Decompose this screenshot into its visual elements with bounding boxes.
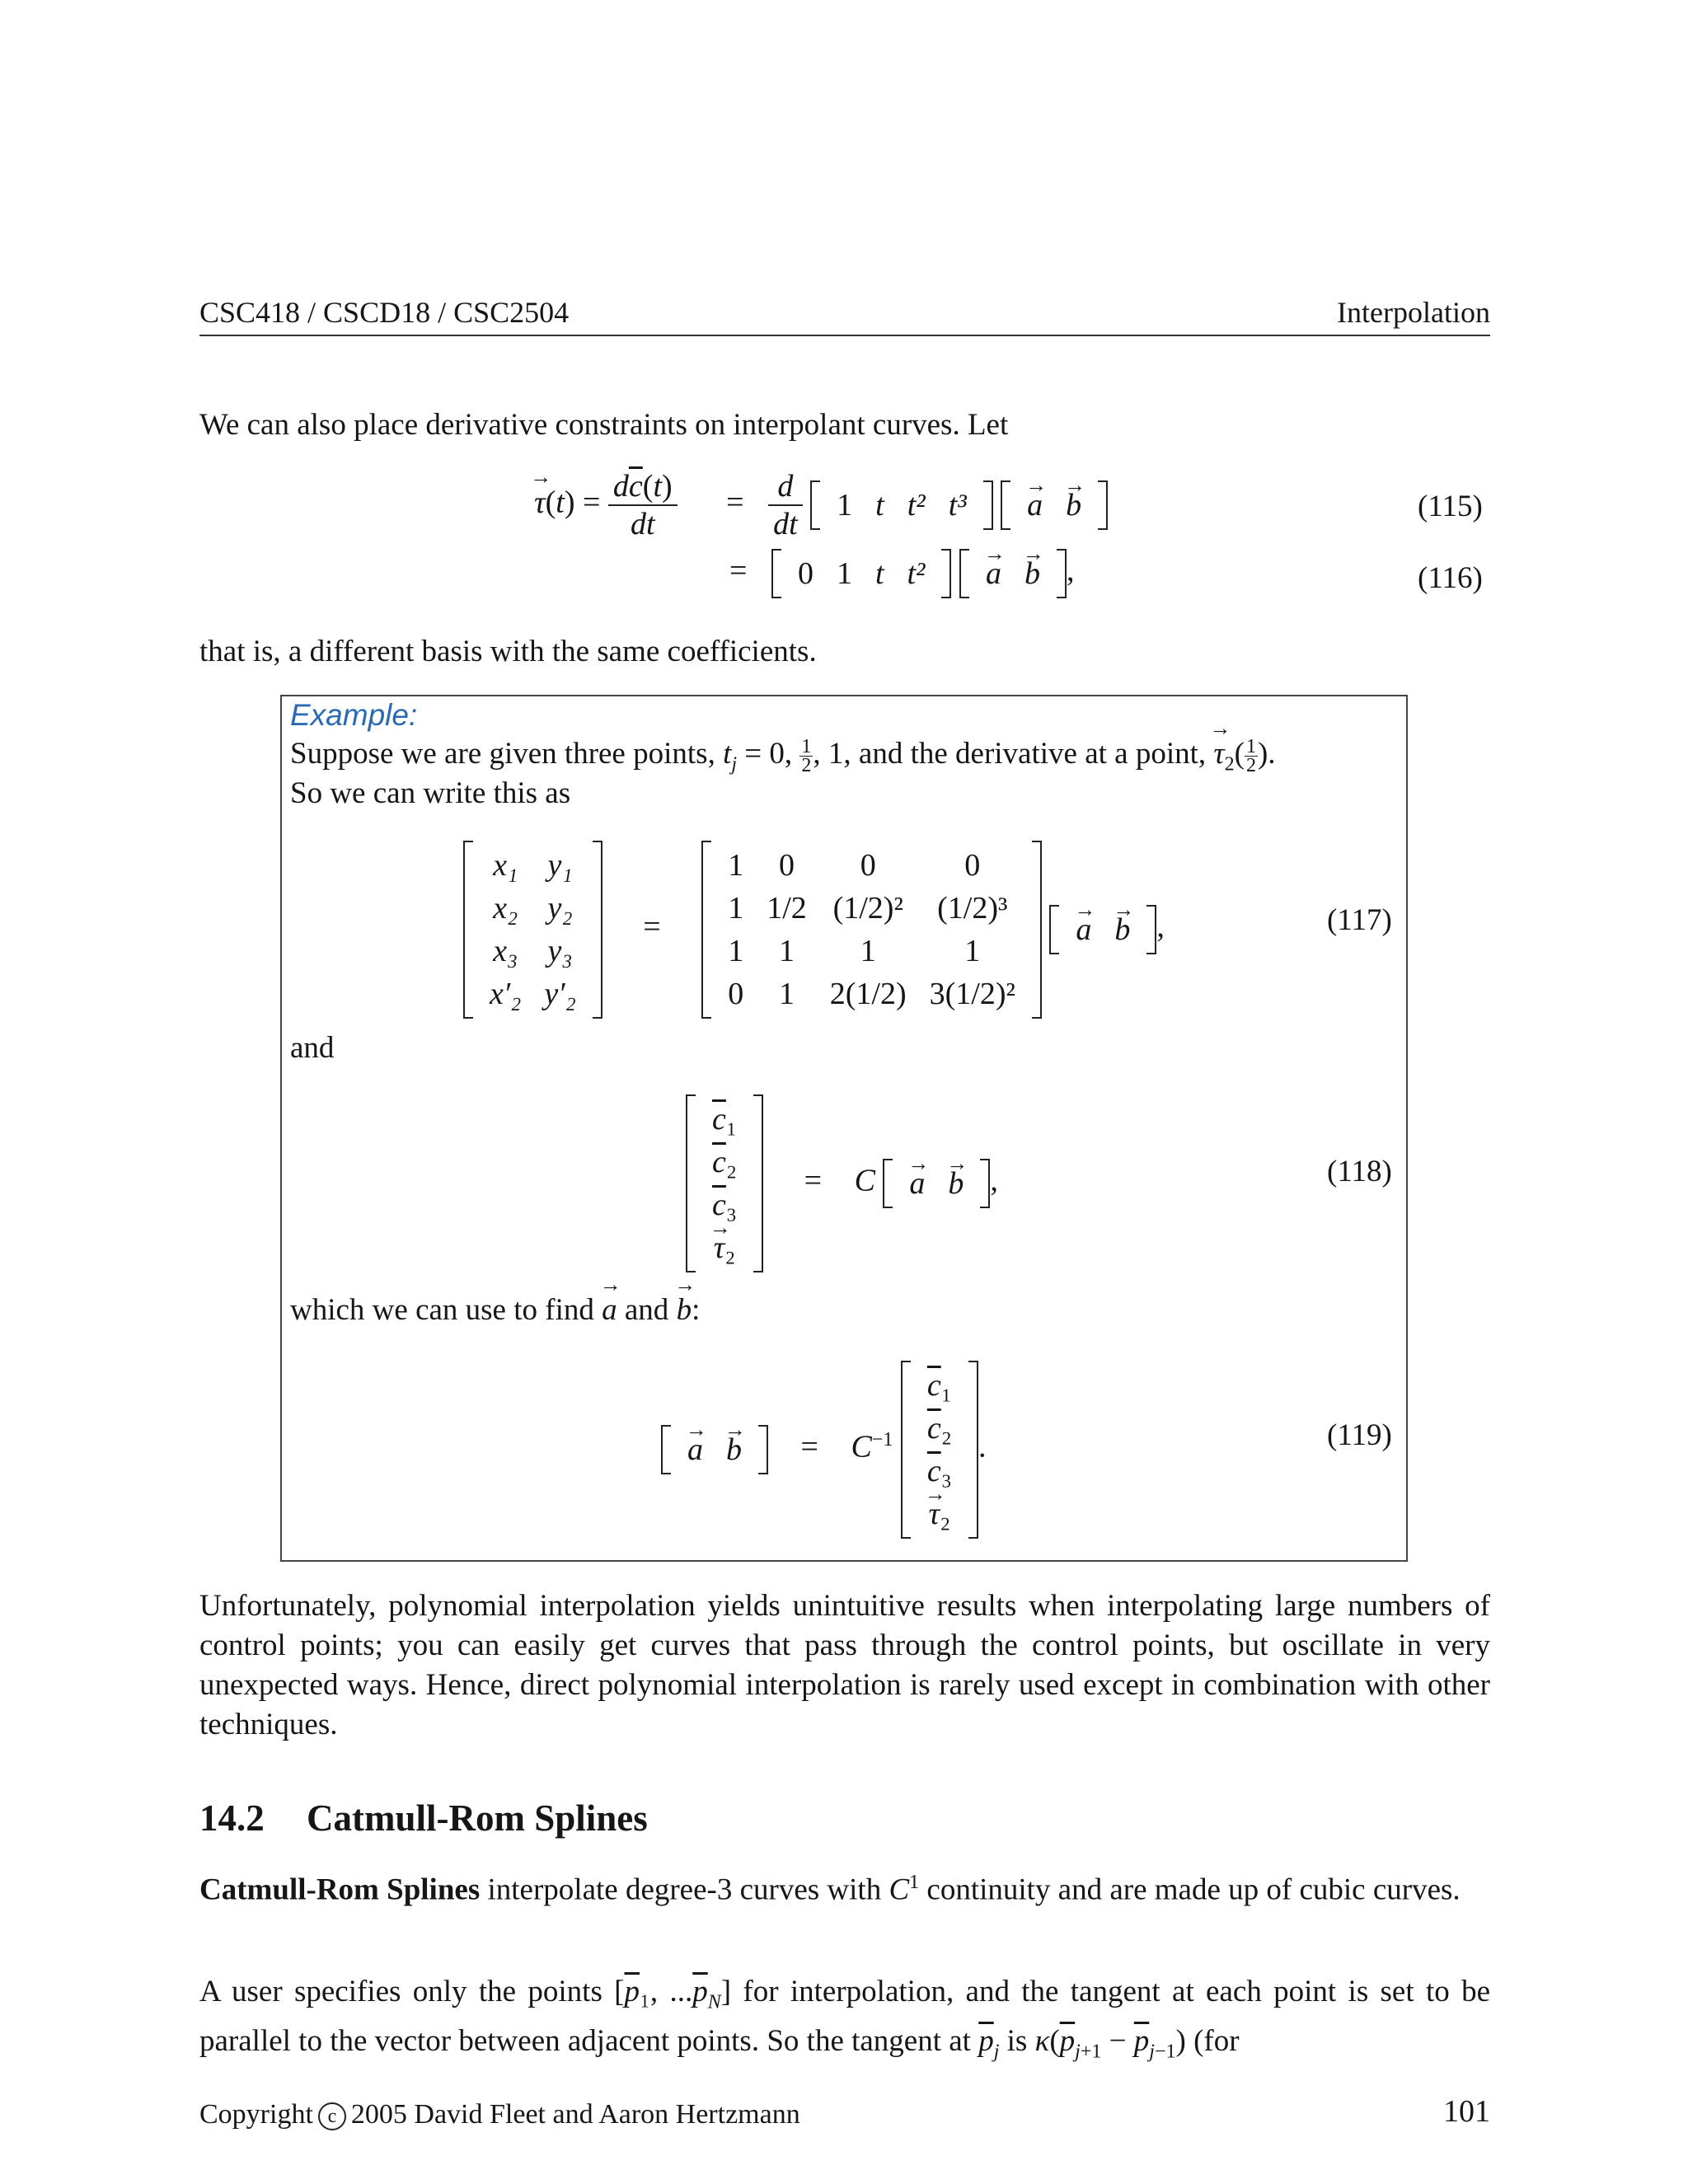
section-number: 14.2 — [199, 1797, 265, 1839]
which-line: which we can use to find a → and b →: — [290, 1292, 700, 1328]
equation-117: x₁ y₁ x₂ y₂ x₃ y₃ x′₂ y′₂ = 1 0 0 0 1 1/2 (1/2)² (1/2)³ 1 1 1 1 0 1 2(1/2) 3(1/2)² a → b → , — [463, 841, 1165, 1019]
example-line-2: So we can write this as — [290, 776, 571, 810]
catmull-rom-paragraph: Catmull-Rom Splines interpolate degree-3 curves with $C^1$ continuity and are made up of cubic curves. — [199, 1872, 1461, 1907]
which-and: and — [624, 1293, 669, 1327]
chapter-title: Interpolation — [1337, 296, 1490, 329]
section-heading — [199, 1797, 648, 1840]
tangent-paragraph: A user specifies only the points [$\overline{p}_1$, $...\overline{p}_N$] for interpolation, and the tangent at each point is set to be parallel to the vector between adjacent points. So the tangent at $\overline{p}_j$ is $\kappa(\overline{p}_{j+1} - \overline{p}_{j-1})$ (for — [199, 1975, 1490, 2063]
equation-115: τ →(t) = $\frac{d\overline{c}(t)}{dt}$ = $\frac{d}{dt}$ 1 t t² t³ a → b → — [534, 468, 1108, 542]
copyright-icon: c — [318, 2102, 346, 2130]
running-header — [199, 293, 1490, 336]
eq-number-119: (119) — [1327, 1418, 1392, 1452]
page-number: 101 — [1443, 2094, 1490, 2129]
cr-text-a: interpolate degree-3 curves with — [480, 1872, 889, 1907]
example-text-a: Suppose we are given three points, — [290, 737, 715, 771]
oscillation-paragraph: Unfortunately, polynomial interpolation yields unintuitive results when interpolating large numbers of control points; you can easily get curves that pass through the control points, but oscillate in very unexpected ways. Hence, direct polynomial interpolation is rarely used except in combination with other techniques. — [199, 1589, 1490, 1741]
example-title: Example: — [290, 698, 418, 732]
user-text-a: A user specifies only the points — [199, 1975, 603, 2008]
eq-number-115: (115) — [1418, 490, 1483, 523]
user-text-c: is — [1006, 2024, 1028, 2059]
cr-text-b: continuity and are made up of cubic curves. — [919, 1872, 1461, 1907]
eq-number-116: (116) — [1418, 561, 1483, 595]
eq-number-117: (117) — [1327, 903, 1392, 937]
copyright-holders: 2005 David Fleet and Aaron Hertzmann — [350, 2099, 800, 2130]
example-text-b: and the derivative at a point, — [858, 737, 1207, 771]
copyright-footer — [199, 2099, 800, 2130]
example-line-1: Suppose we are given three points, $t_j = 0$, $\frac{1}{2}$ , 1, and the derivative at a point, $\tau \to_2$( $\frac{1}{2}$ ). — [290, 736, 1276, 776]
intro-paragraph: We can also place derivative constraints on interpolant curves. Let — [199, 408, 1009, 442]
equation-119: a → b → = $C^{-1}$ $\overline{c}_1$ $\overline{c}_2$ $\overline{c}_3$ τ →₂ . — [661, 1361, 986, 1539]
basis-sentence: that is, a different basis with the same coefficients. — [199, 635, 817, 668]
user-text-b: for interpolation, and the tangent at each point is set to be parallel to the vector between adjacent points. So the tangent at — [199, 1975, 1490, 2059]
which-text: which we can use to find — [290, 1293, 594, 1327]
equation-116: = 0 1 t t² a → b → , — [729, 549, 1074, 598]
copyright-label: Copyright — [199, 2099, 313, 2130]
user-text-d: (for — [1193, 2024, 1240, 2059]
and-text: and — [290, 1031, 335, 1065]
eq-number-118: (118) — [1327, 1155, 1392, 1188]
equation-118: $\overline{c}_1$ $\overline{c}_2$ $\overline{c}_3$ τ →₂ = C a → b → , — [686, 1094, 998, 1272]
course-code: CSC418 / CSCD18 / CSC2504 — [199, 296, 570, 329]
catmull-rom-term: Catmull-Rom Splines — [199, 1872, 481, 1907]
example-box — [280, 695, 1408, 1562]
section-title: Catmull-Rom Splines — [307, 1797, 648, 1839]
